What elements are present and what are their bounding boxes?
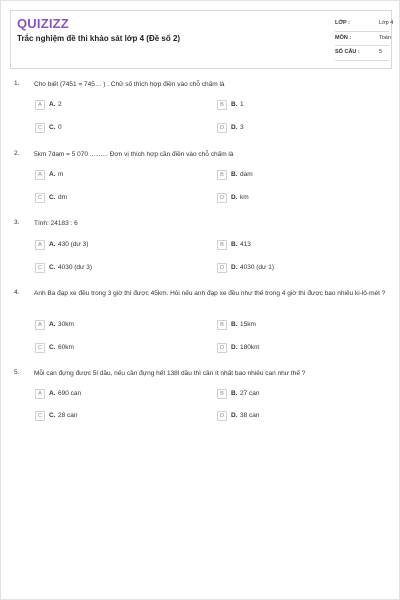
- option-letter: D.: [231, 194, 238, 201]
- option-box[interactable]: A: [35, 100, 45, 110]
- quiz-title: Trắc nghiệm đề thi khảo sát lớp 4 (Đề số 2): [17, 34, 181, 43]
- option-box[interactable]: C: [35, 193, 45, 203]
- option-box[interactable]: D: [217, 193, 227, 203]
- question-number: 1.: [14, 80, 20, 87]
- meta-label-subject: MÔN :: [335, 34, 352, 41]
- option-letter: B.: [231, 101, 238, 108]
- quizizz-logo: QUIZIZZ: [17, 16, 69, 31]
- meta-panel: [335, 17, 394, 61]
- option-text: 413: [240, 241, 251, 248]
- option-text: m: [58, 171, 64, 178]
- option-box[interactable]: D: [217, 411, 227, 421]
- option-letter: A.: [49, 171, 56, 178]
- option-text: 38 can: [240, 412, 260, 419]
- option-box[interactable]: D: [217, 123, 227, 133]
- meta-row-subject: [335, 32, 389, 47]
- option-box[interactable]: B: [217, 240, 227, 250]
- question-number: 5.: [14, 369, 20, 376]
- option-box[interactable]: A: [35, 240, 45, 250]
- option-letter: A.: [49, 101, 56, 108]
- option-box[interactable]: B: [217, 100, 227, 110]
- option-text: 1: [240, 101, 244, 108]
- option-box[interactable]: C: [35, 123, 45, 133]
- option-letter: C.: [49, 124, 56, 131]
- option-text: 28 can: [58, 412, 78, 419]
- meta-value-grade: Lớp 4: [379, 20, 394, 26]
- option-text: 2: [58, 101, 62, 108]
- option-letter: C.: [49, 412, 56, 419]
- option-letter: B.: [231, 171, 238, 178]
- option-letter: A.: [49, 321, 56, 328]
- meta-row-count: [335, 46, 389, 61]
- option-box[interactable]: C: [35, 411, 45, 421]
- option-letter: B.: [231, 241, 238, 248]
- option-text: 27 can: [240, 390, 260, 397]
- option-letter: D.: [231, 264, 238, 271]
- question-number: 2.: [14, 150, 20, 157]
- option-letter: C.: [49, 344, 56, 351]
- option-letter: D.: [231, 344, 238, 351]
- option-letter: B.: [231, 321, 238, 328]
- option-text: dm: [58, 194, 68, 201]
- option-letter: C.: [49, 194, 56, 201]
- option-letter: D.: [231, 124, 238, 131]
- meta-value-count: 5: [379, 49, 383, 55]
- option-letter: A.: [49, 241, 56, 248]
- option-text: km: [240, 194, 249, 201]
- option-box[interactable]: C: [35, 343, 45, 353]
- option-text: 3: [240, 124, 244, 131]
- question-text: Anh Ba đạp xe đều trong 3 giờ thì được 45km. Hỏi nếu anh đạp xe đều như thế trong 4 giờ thì được bao nhiêu ki-lô-mét ?: [34, 290, 386, 297]
- option-text: 430 (dư 3): [58, 241, 89, 248]
- option-text: dam: [240, 171, 253, 178]
- option-box[interactable]: D: [217, 263, 227, 273]
- question-text: 5km 7dam = 5 070 .......... Đơn vị thích hợp cần điền vào chỗ chấm là: [34, 151, 234, 158]
- option-letter: B.: [231, 390, 238, 397]
- option-box[interactable]: B: [217, 170, 227, 180]
- option-text: 690 can: [58, 390, 82, 397]
- option-box[interactable]: A: [35, 389, 45, 399]
- option-box[interactable]: B: [217, 320, 227, 330]
- option-box[interactable]: A: [35, 170, 45, 180]
- meta-label-grade: LỚP :: [335, 20, 350, 26]
- option-text: 15km: [240, 321, 256, 328]
- option-box[interactable]: A: [35, 320, 45, 330]
- question-number: 3.: [14, 219, 20, 226]
- option-box[interactable]: D: [217, 343, 227, 353]
- option-letter: D.: [231, 412, 238, 419]
- question-number: 4.: [14, 289, 20, 296]
- option-letter: C.: [49, 264, 56, 271]
- option-text: 60km: [58, 344, 74, 351]
- question-text: Cho biết (7451 = 745… ) . Chữ số thích hợp điền vào chỗ chấm là: [34, 81, 225, 88]
- option-text: 30km: [58, 321, 74, 328]
- option-letter: A.: [49, 390, 56, 397]
- meta-label-count: SỐ CÂU :: [335, 49, 360, 55]
- option-text: 4030 (dư 3): [58, 264, 92, 271]
- meta-value-subject: Toán: [379, 34, 391, 41]
- option-text: 4030 (dư 1): [240, 264, 274, 271]
- option-text: 0: [58, 124, 62, 131]
- question-text: Tính: 24183 : 6: [34, 220, 78, 227]
- option-box[interactable]: B: [217, 389, 227, 399]
- option-box[interactable]: C: [35, 263, 45, 273]
- meta-row-grade: [335, 17, 394, 32]
- question-text: Mỗi can đựng được 5l dầu, nếu cần đựng hết 138l dầu thì cần ít nhất bao nhiêu can như thế ?: [34, 370, 306, 377]
- worksheet-header: [10, 10, 392, 69]
- option-text: 180km: [240, 344, 260, 351]
